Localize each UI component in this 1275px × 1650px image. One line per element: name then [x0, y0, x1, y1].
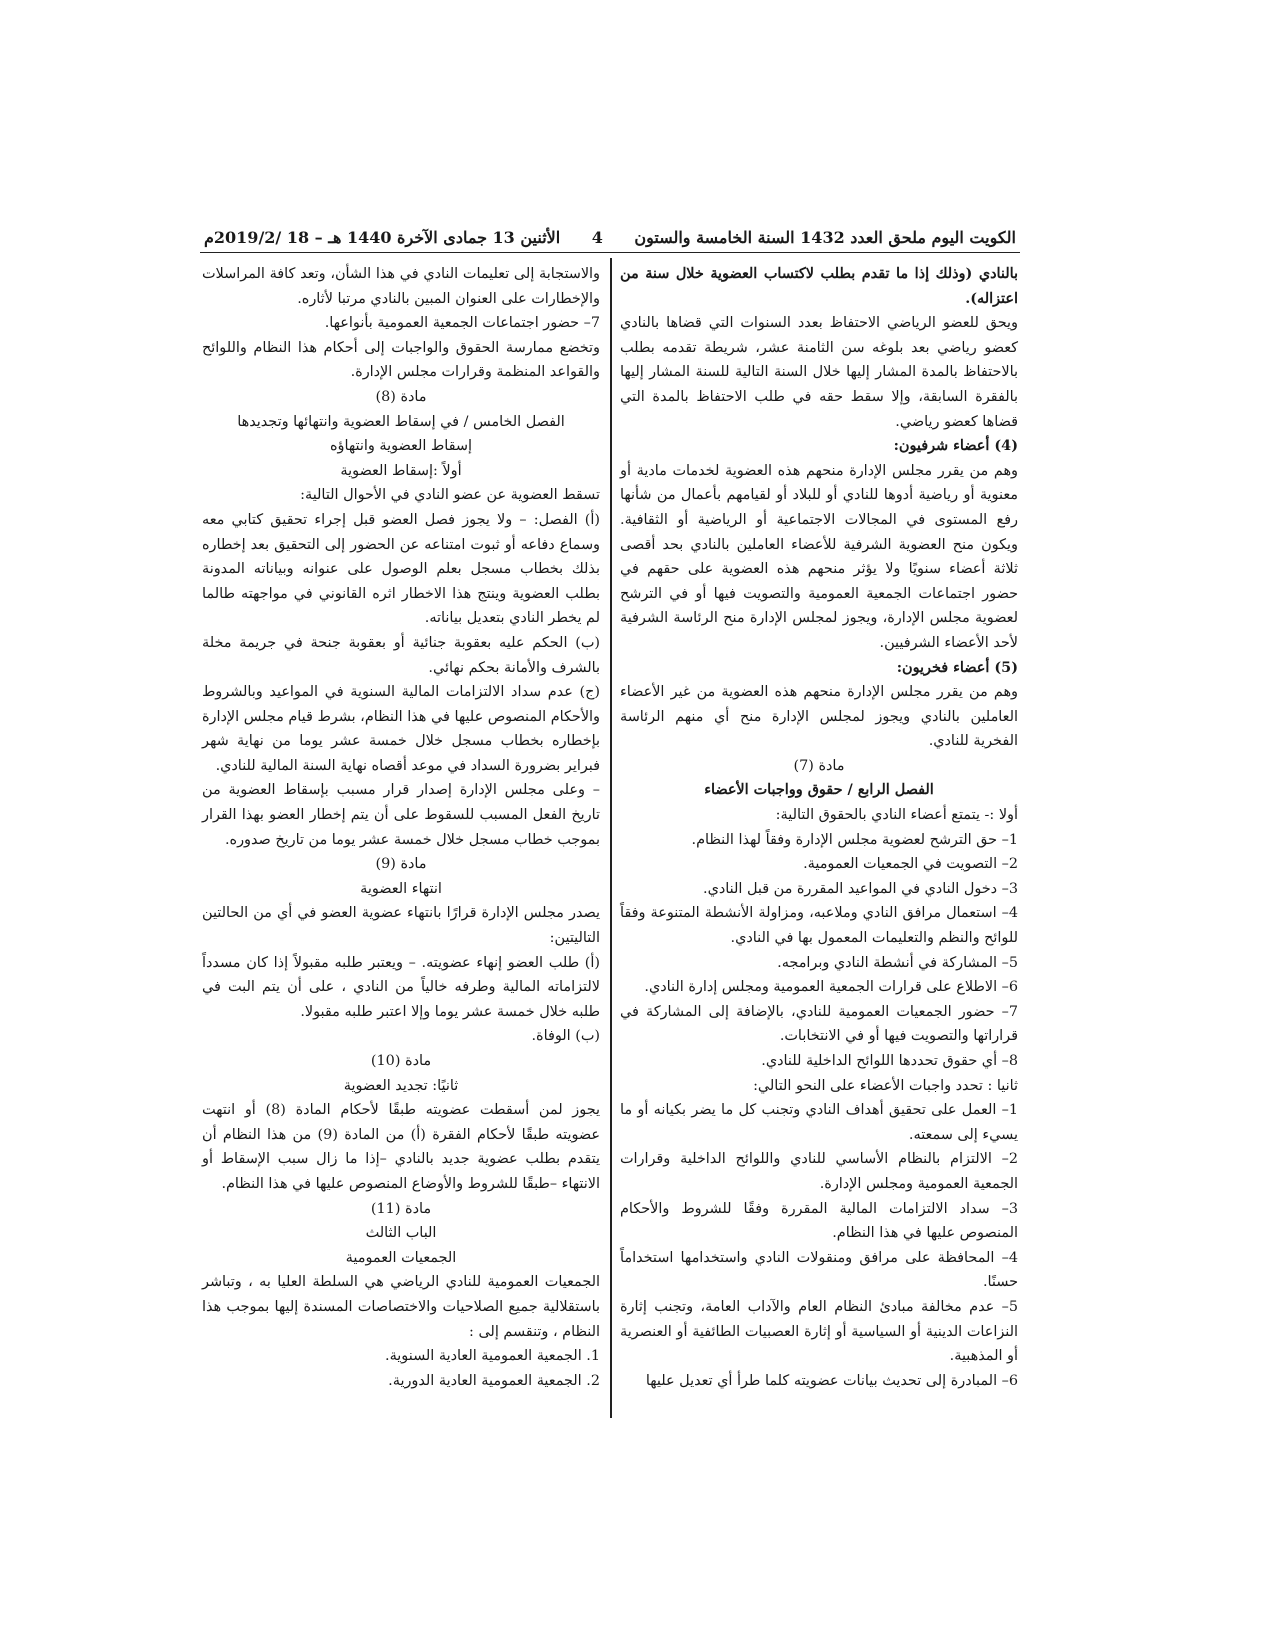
- paragraph: يجوز لمن أسقطت عضويته طبقًا لأحكام المادة (8) أو انتهت عضويته طبقًا لأحكام الفقرة (أ) من المادة (9) من هذا النظام أن يتقدم بطلب عضوية جديد بالنادي –إذا ما زال سبب الإسقاط أو الانتهاء –طبقًا للشروط والأوضاع المنصوص عليها في هذا النظام.: [202, 1102, 600, 1192]
- paragraph: وهم من يقرر مجلس الإدارة منحهم هذه العضوية لخدمات مادية أو معنوية أو رياضية أدوها للنادي أو للبلاد أو لقيامهم بأعمال من شأنها رفع المستوى في المجالات الاجتماعية أو الرياضية أو الثقافية. ويكون منح العضوية الشرفية للأعضاء العاملين بالنادي بحد أقصى ثلاثة أعضاء سنويًا ولا يؤثر منحهم هذه العضوية على حقهم في حضور اجتماعات الجمعية العمومية والتصويت فيها أو في الترشح لعضوية مجلس الإدارة، ويجوز لمجلس الإدارة منح الرئاسة الشرفية لأحد الأعضاء الشرفيين.: [620, 462, 1018, 651]
- paragraph: وتخضع ممارسة الحقوق والواجبات إلى أحكام هذا النظام واللوائح والقواعد المنظمة وقرارات مجلس الإدارة.: [202, 339, 600, 381]
- paragraph: 6– المبادرة إلى تحديث بيانات عضويته كلما طرأ أي تعديل عليها: [645, 1372, 1018, 1389]
- paragraph: الجمعيات العمومية: [345, 1249, 457, 1266]
- paragraph: 4– استعمال مرافق النادي وملاعبه، ومزاولة الأنشطة المتنوعة وفقاً للوائح والنظم والتعليمات المعمول بها في النادي.: [620, 905, 1018, 947]
- gazette-page: [200, 228, 1020, 1418]
- paragraph: 7– حضور الجمعيات العمومية للنادي، بالإضافة إلى المشاركة في قراراتها والتصويت فيها أو في الانتخابات.: [620, 1003, 1018, 1045]
- paragraph: أولاً :إسقاط العضوية: [340, 462, 462, 479]
- paragraph: يصدر مجلس الإدارة قرارًا بانتهاء عضوية العضو في أي من الحالتين التاليتين:: [202, 905, 600, 947]
- paragraph: 6– الاطلاع على قرارات الجمعية العمومية ومجلس إدارة النادي.: [644, 979, 1018, 996]
- paragraph: (ج) عدم سداد الالتزامات المالية السنوية في المواعيد وبالشروط والأحكام المنصوص عليها في هذا النظام، بشرط قيام مجلس الإدارة بإخطاره بخطاب مسجل خلال خمسة عشر يوما من نهاية شهر فبراير بضرورة السداد في موعد أقصاه نهاية السنة المالية للنادي.: [202, 684, 600, 774]
- paragraph: 2– الالتزام بالنظام الأساسي للنادي واللوائح الداخلية وقرارات الجمعية العمومية ومجلس الإدارة.: [620, 1151, 1018, 1192]
- paragraph: ويحق للعضو الرياضي الاحتفاظ بعدد السنوات التي قضاها بالنادي كعضو رياضي بعد بلوغه سن الثامنة عشر، شريطة تقدمه بطلب بالاحتفاظ بالمدة المشار إليها خلال السنة التالية للسنة المشار إليها بالفقرة السابقة، وإلا سقط حقه في طلب الاحتفاظ بالمدة التي قضاها كعضو رياضي.: [620, 315, 1018, 430]
- paragraph: 3– سداد الالتزامات المالية المقررة وفقًا للشروط والأحكام المنصوص عليها في هذا النظام.: [620, 1200, 1018, 1242]
- paragraph: (4) أعضاء شرفيون:: [893, 437, 1018, 455]
- column-divider: [610, 258, 612, 1418]
- paragraph: الفصل الرابع / حقوق وواجبات الأعضاء: [704, 781, 934, 799]
- paragraph: 2– التصويت في الجمعيات العمومية.: [803, 856, 1018, 873]
- paragraph: 5– عدم مخالفة مبادئ النظام العام والآداب العامة، وتجنب إثارة النزاعات الدينية أو السياسية أو إثارة العصبيات الطائفية أو العنصرية أو المذهبية.: [620, 1298, 1018, 1365]
- paragraph: 1. الجمعية العمومية العادية السنوية.: [385, 1348, 600, 1365]
- paragraph: وهم من يقرر مجلس الإدارة منحهم هذه العضوية من غير الأعضاء العاملين بالنادي ويجوز لمجلس الإدارة منح أي منهم الرئاسة الفخرية للنادي.: [620, 684, 1018, 750]
- page-number: 4: [591, 228, 603, 247]
- paragraph: بالنادي (وذلك إذا ما تقدم بطلب لاكتساب العضوية خلال سنة من اعتزاله).: [620, 265, 1019, 307]
- paragraph: (ب) الوفاة.: [531, 1028, 600, 1045]
- page-header: [200, 228, 1020, 253]
- paragraph: أولا :- يتمتع أعضاء النادي بالحقوق التالية:: [775, 807, 1018, 824]
- publication-title: الكويت اليوم ملحق العدد 1432 السنة الخامسة والستون: [634, 228, 1016, 247]
- paragraph: (أ) طلب العضو إنهاء عضويته. – ويعتبر طلبه مقبولاً إذا كان مسدداً لالتزاماته المالية وطرفه خالياً من النادي ، على أن يتم البت في طلبه خلال خمسة عشر يوما وإلا اعتبر طلبه مقبولا.: [202, 954, 600, 1020]
- paragraph: 3– دخول النادي في المواعيد المقررة من قبل النادي.: [703, 880, 1018, 897]
- paragraph: (ب) الحكم عليه بعقوبة جنائية أو بعقوبة جنحة في جريمة مخلة بالشرف والأمانة بحكم نهائي.: [202, 634, 600, 676]
- paragraph: ثانيا : تحدد واجبات الأعضاء على النحو التالي:: [753, 1077, 1018, 1094]
- right-column: [620, 262, 1018, 1393]
- paragraph: 4– المحافظة على مرافق ومنقولات النادي واستخدامها استخداماً حسنًا.: [620, 1249, 1018, 1291]
- paragraph: ثانيًا: تجديد العضوية: [343, 1077, 459, 1094]
- paragraph: 1– العمل على تحقيق أهداف النادي وتجنب كل ما يضر بكيانه أو ما يسيء إلى سمعته.: [620, 1102, 1018, 1143]
- paragraph: مادة (7): [793, 757, 845, 774]
- paragraph: 1– حق الترشح لعضوية مجلس الإدارة وفقاً لهذا النظام.: [691, 831, 1018, 848]
- paragraph: تسقط العضوية عن عضو النادي في الأحوال التالية:: [300, 487, 600, 504]
- paragraph: 5– المشاركة في أنشطة النادي وبرامجه.: [777, 954, 1018, 971]
- paragraph: الجمعيات العمومية للنادي الرياضي هي السلطة العليا به ، وتباشر باستقلالية جميع الصلاحيات والاختصاصات المسندة إليها بموجب هذا النظام ، وتنقسم إلى :: [202, 1274, 600, 1340]
- paragraph: الباب الثالث: [365, 1225, 437, 1242]
- paragraph: إسقاط العضوية وانتهاؤه: [330, 438, 472, 455]
- issue-date: الأثنين 13 جمادى الآخرة 1440 هـ – 18 /2019/2م: [204, 228, 561, 247]
- paragraph: مادة (8): [375, 388, 427, 405]
- paragraph: – وعلى مجلس الإدارة إصدار قرار مسبب بإسقاط العضوية من تاريخ الفعل المسبب للسقوط على أن يتم إخطار العضو بهذا القرار بموجب خطاب مسجل خلال خمسة عشر يوما من تاريخ صدوره.: [202, 782, 600, 848]
- paragraph: (أ) الفصل: – ولا يجوز فصل العضو قبل إجراء تحقيق كتابي معه وسماع دفاعه أو ثبوت امتناعه عن الحضور إلى التحقيق بعد إخطاره بذلك بخطاب مسجل بعلم الوصول على عنوانه وبياناته المدونة بطلب العضوية وينتج هذا الاخطار اثره القانوني في مواجهته طالما لم يخطر النادي بتعديل بياناته.: [202, 511, 600, 627]
- paragraph: انتهاء العضوية: [360, 880, 442, 897]
- paragraph: (5) أعضاء فخريون:: [896, 658, 1018, 676]
- left-column: [202, 262, 600, 1393]
- paragraph: الفصل الخامس / في إسقاط العضوية وانتهائها وتجديدها: [237, 413, 565, 430]
- paragraph: مادة (10): [370, 1053, 432, 1069]
- paragraph: مادة (9): [375, 856, 427, 873]
- paragraph: 8– أي حقوق تحددها اللوائح الداخلية للنادي.: [761, 1053, 1018, 1069]
- paragraph: 7– حضور اجتماعات الجمعية العمومية بأنواعها.: [324, 315, 600, 332]
- paragraph: مادة (11): [370, 1200, 432, 1217]
- paragraph: والاستجابة إلى تعليمات النادي في هذا الشأن، وتعد كافة المراسلات والإخطارات على العنوان المبين بالنادي مرتبا لأثاره.: [202, 266, 600, 307]
- paragraph: 2. الجمعية العمومية العادية الدورية.: [388, 1372, 600, 1389]
